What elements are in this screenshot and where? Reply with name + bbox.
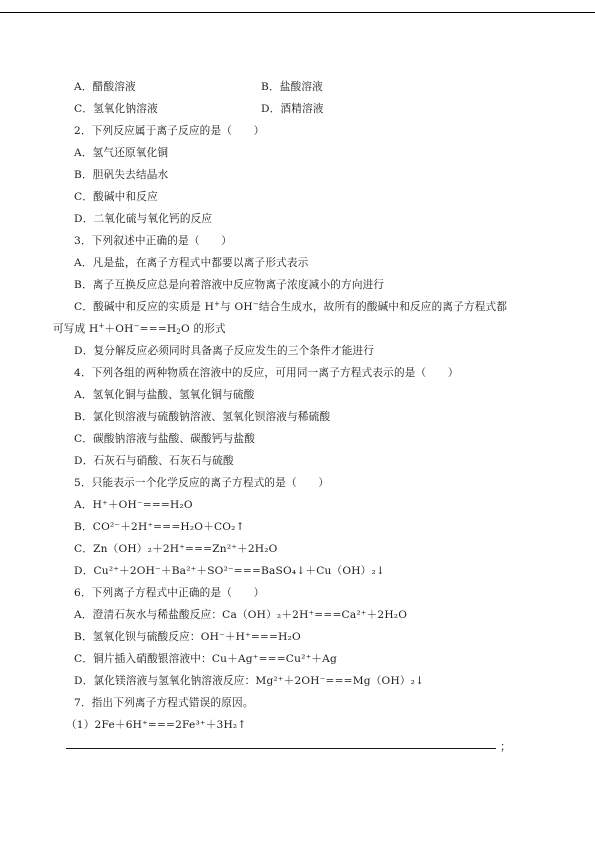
q5-stem: 5．只能表示一个化学反应的离子方程式的是（ ）: [74, 477, 330, 489]
q6-option-b: B．氢氧化钡与硫酸反应：OH⁻＋H⁺===H₂O: [74, 631, 301, 643]
q3-option-c-line2: [53, 322, 226, 336]
q7-sub-question-1: （1）2Fe＋6H⁺===2Fe³⁺＋3H₂↑: [66, 719, 247, 731]
q4-option-a: A．氢氧化铜与盐酸、氢氧化铜与硫酸: [74, 389, 255, 401]
q7-stem: 7．指出下列离子方程式错误的原因。: [74, 697, 254, 709]
q3-option-a: A．凡是盐，在离子方程式中都要以离子形式表示: [74, 257, 309, 269]
q4-option-c: C．碳酸钠溶液与盐酸、碳酸钙与盐酸: [74, 433, 256, 445]
q3-c2-text-2: ＋OH: [104, 323, 134, 335]
q5-option-d: D．Cu²⁺＋2OH⁻＋Ba²⁺＋SO²⁻===BaSO₄↓＋Cu（OH）₂↓: [74, 565, 385, 577]
q2-option-d: D．二氧化硫与氧化钙的反应: [74, 213, 213, 225]
q4-option-d: D．石灰石与硝酸、石灰石与硫酸: [74, 455, 234, 467]
q3-option-d: D．复分解反应必须同时具备离子反应发生的三个条件才能进行: [74, 345, 375, 357]
q1-option-b: B．盐酸溶液: [261, 81, 323, 93]
q6-stem: 6．下列离子方程式中正确的是（ ）: [74, 587, 265, 599]
q5-option-b: B．CO²⁻＋2H⁺===H₂O＋CO₂↑: [74, 521, 245, 533]
q4-option-b: B．氯化钡溶液与硫酸钠溶液、氢氧化钡溶液与稀硫酸: [74, 411, 331, 423]
q3-c2-sup-minus: −: [133, 322, 140, 330]
q3-c-sup-plus: +: [214, 300, 221, 308]
q1-option-a: A．醋酸溶液: [74, 81, 136, 93]
q3-c2-text-4: O 的形式: [181, 323, 226, 335]
q3-c2-sub-2: 2: [176, 328, 181, 336]
q3-c-sup-minus: −: [252, 300, 259, 308]
q2-option-a: A．氢气还原氧化铜: [74, 147, 169, 159]
q1-row-cd: [74, 102, 324, 116]
q3-stem: 3．下列叙述中正确的是（ ）: [74, 235, 233, 247]
q2-option-b: B．胆矾失去结晶水: [74, 169, 169, 181]
q5-option-c: C．Zn（OH）₂＋2H⁺===Zn²⁺＋2H₂O: [74, 543, 278, 555]
q3-c-text-3: 结合生成水，故所有的酸碱中和反应的离子方程式都: [258, 301, 508, 313]
q3-option-b: B．离子互换反应总是向着溶液中反应物离子浓度减小的方向进行: [74, 279, 385, 291]
q3-c2-text-1: 可写成 H: [53, 323, 99, 335]
q3-option-c-line1: [74, 300, 507, 314]
q3-c-text-2: 与 OH: [220, 301, 253, 313]
answer-end-punctuation: ；: [500, 740, 511, 753]
q3-c2-sup-plus: +: [98, 322, 105, 330]
q1-option-c: C．氢氧化钠溶液: [74, 103, 158, 115]
q3-c-text-1: C．酸碱中和反应的实质是 H: [74, 301, 215, 313]
q3-c2-text-3: ===H: [139, 323, 177, 335]
q4-stem: 4．下列各组的两种物质在溶液中的反应，可用同一离子方程式表示的是（ ）: [74, 367, 459, 379]
q6-option-a: A．澄清石灰水与稀盐酸反应：Ca（OH）₂＋2H⁺===Ca²⁺＋2H₂O: [74, 609, 408, 621]
q6-option-c: C．铜片插入硝酸银溶液中：Cu＋Ag⁺===Cu²⁺＋Ag: [74, 653, 337, 665]
q2-option-c: C．酸碱中和反应: [74, 191, 158, 203]
q1-row-ab: [74, 80, 323, 94]
answer-blank-line[interactable]: [66, 748, 496, 749]
q5-option-a: A．H⁺＋OH⁻===H₂O: [74, 499, 193, 511]
q6-option-d: D．氯化镁溶液与氢氧化钠溶液反应：Mg²⁺＋2OH⁻===Mg（OH）₂↓: [74, 675, 425, 687]
q1-option-d: D．酒精溶液: [261, 103, 324, 115]
q2-stem: 2．下列反应属于离子反应的是（ ）: [74, 125, 265, 137]
